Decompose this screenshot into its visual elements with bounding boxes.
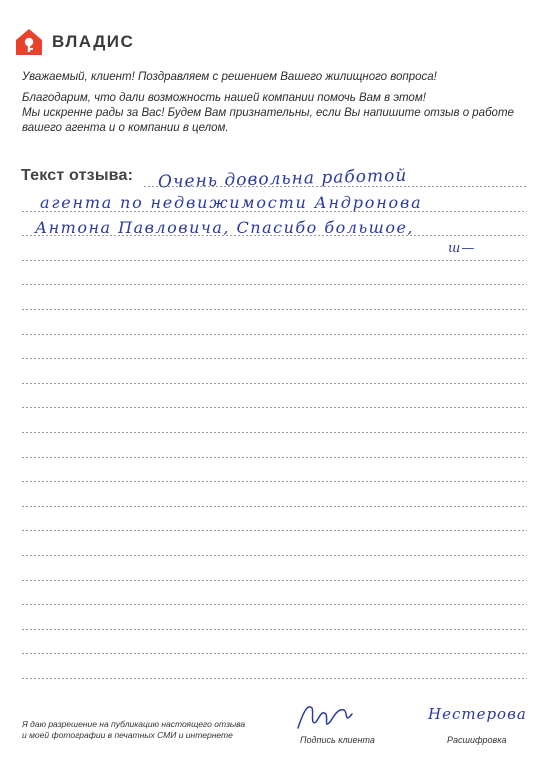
decoding-handwritten: Нестерова bbox=[428, 705, 527, 723]
consent-line-1: Я даю разрешение на публикацию настоящего отзыва bbox=[22, 719, 246, 729]
request-text-line1: Мы искренне рады за Вас! Будем Вам признательны, если Вы напишите отзыв о работе bbox=[22, 107, 514, 119]
signature-caption: Подпись клиента bbox=[300, 735, 375, 745]
greeting-text: Уважаемый, клиент! Поздравляем с решением Вашего жилищного вопроса! bbox=[22, 71, 437, 83]
handwritten-line-4: ш— bbox=[448, 241, 476, 256]
ruled-lines bbox=[22, 0, 527, 768]
client-signature bbox=[294, 700, 364, 734]
handwritten-line-1: Очень довольна работой bbox=[157, 165, 408, 193]
handwritten-line-2: агента по недвижимости Андронова bbox=[40, 193, 423, 212]
brand-name: ВЛАДИС bbox=[52, 32, 135, 51]
handwritten-line-3: Антона Павловича, Спасибо большое, bbox=[35, 218, 415, 237]
consent-text bbox=[22, 719, 245, 741]
thanks-text: Благодарим, что дали возможность нашей компании помочь Вам в этом! bbox=[22, 92, 426, 104]
decoding-caption: Расшифровка bbox=[447, 735, 507, 745]
request-text-line2: вашего агента и о компании в целом. bbox=[22, 122, 229, 134]
consent-line-2: и моей фотографии в печатных СМИ и интернете bbox=[22, 730, 233, 740]
review-label: Текст отзыва: bbox=[21, 167, 134, 184]
